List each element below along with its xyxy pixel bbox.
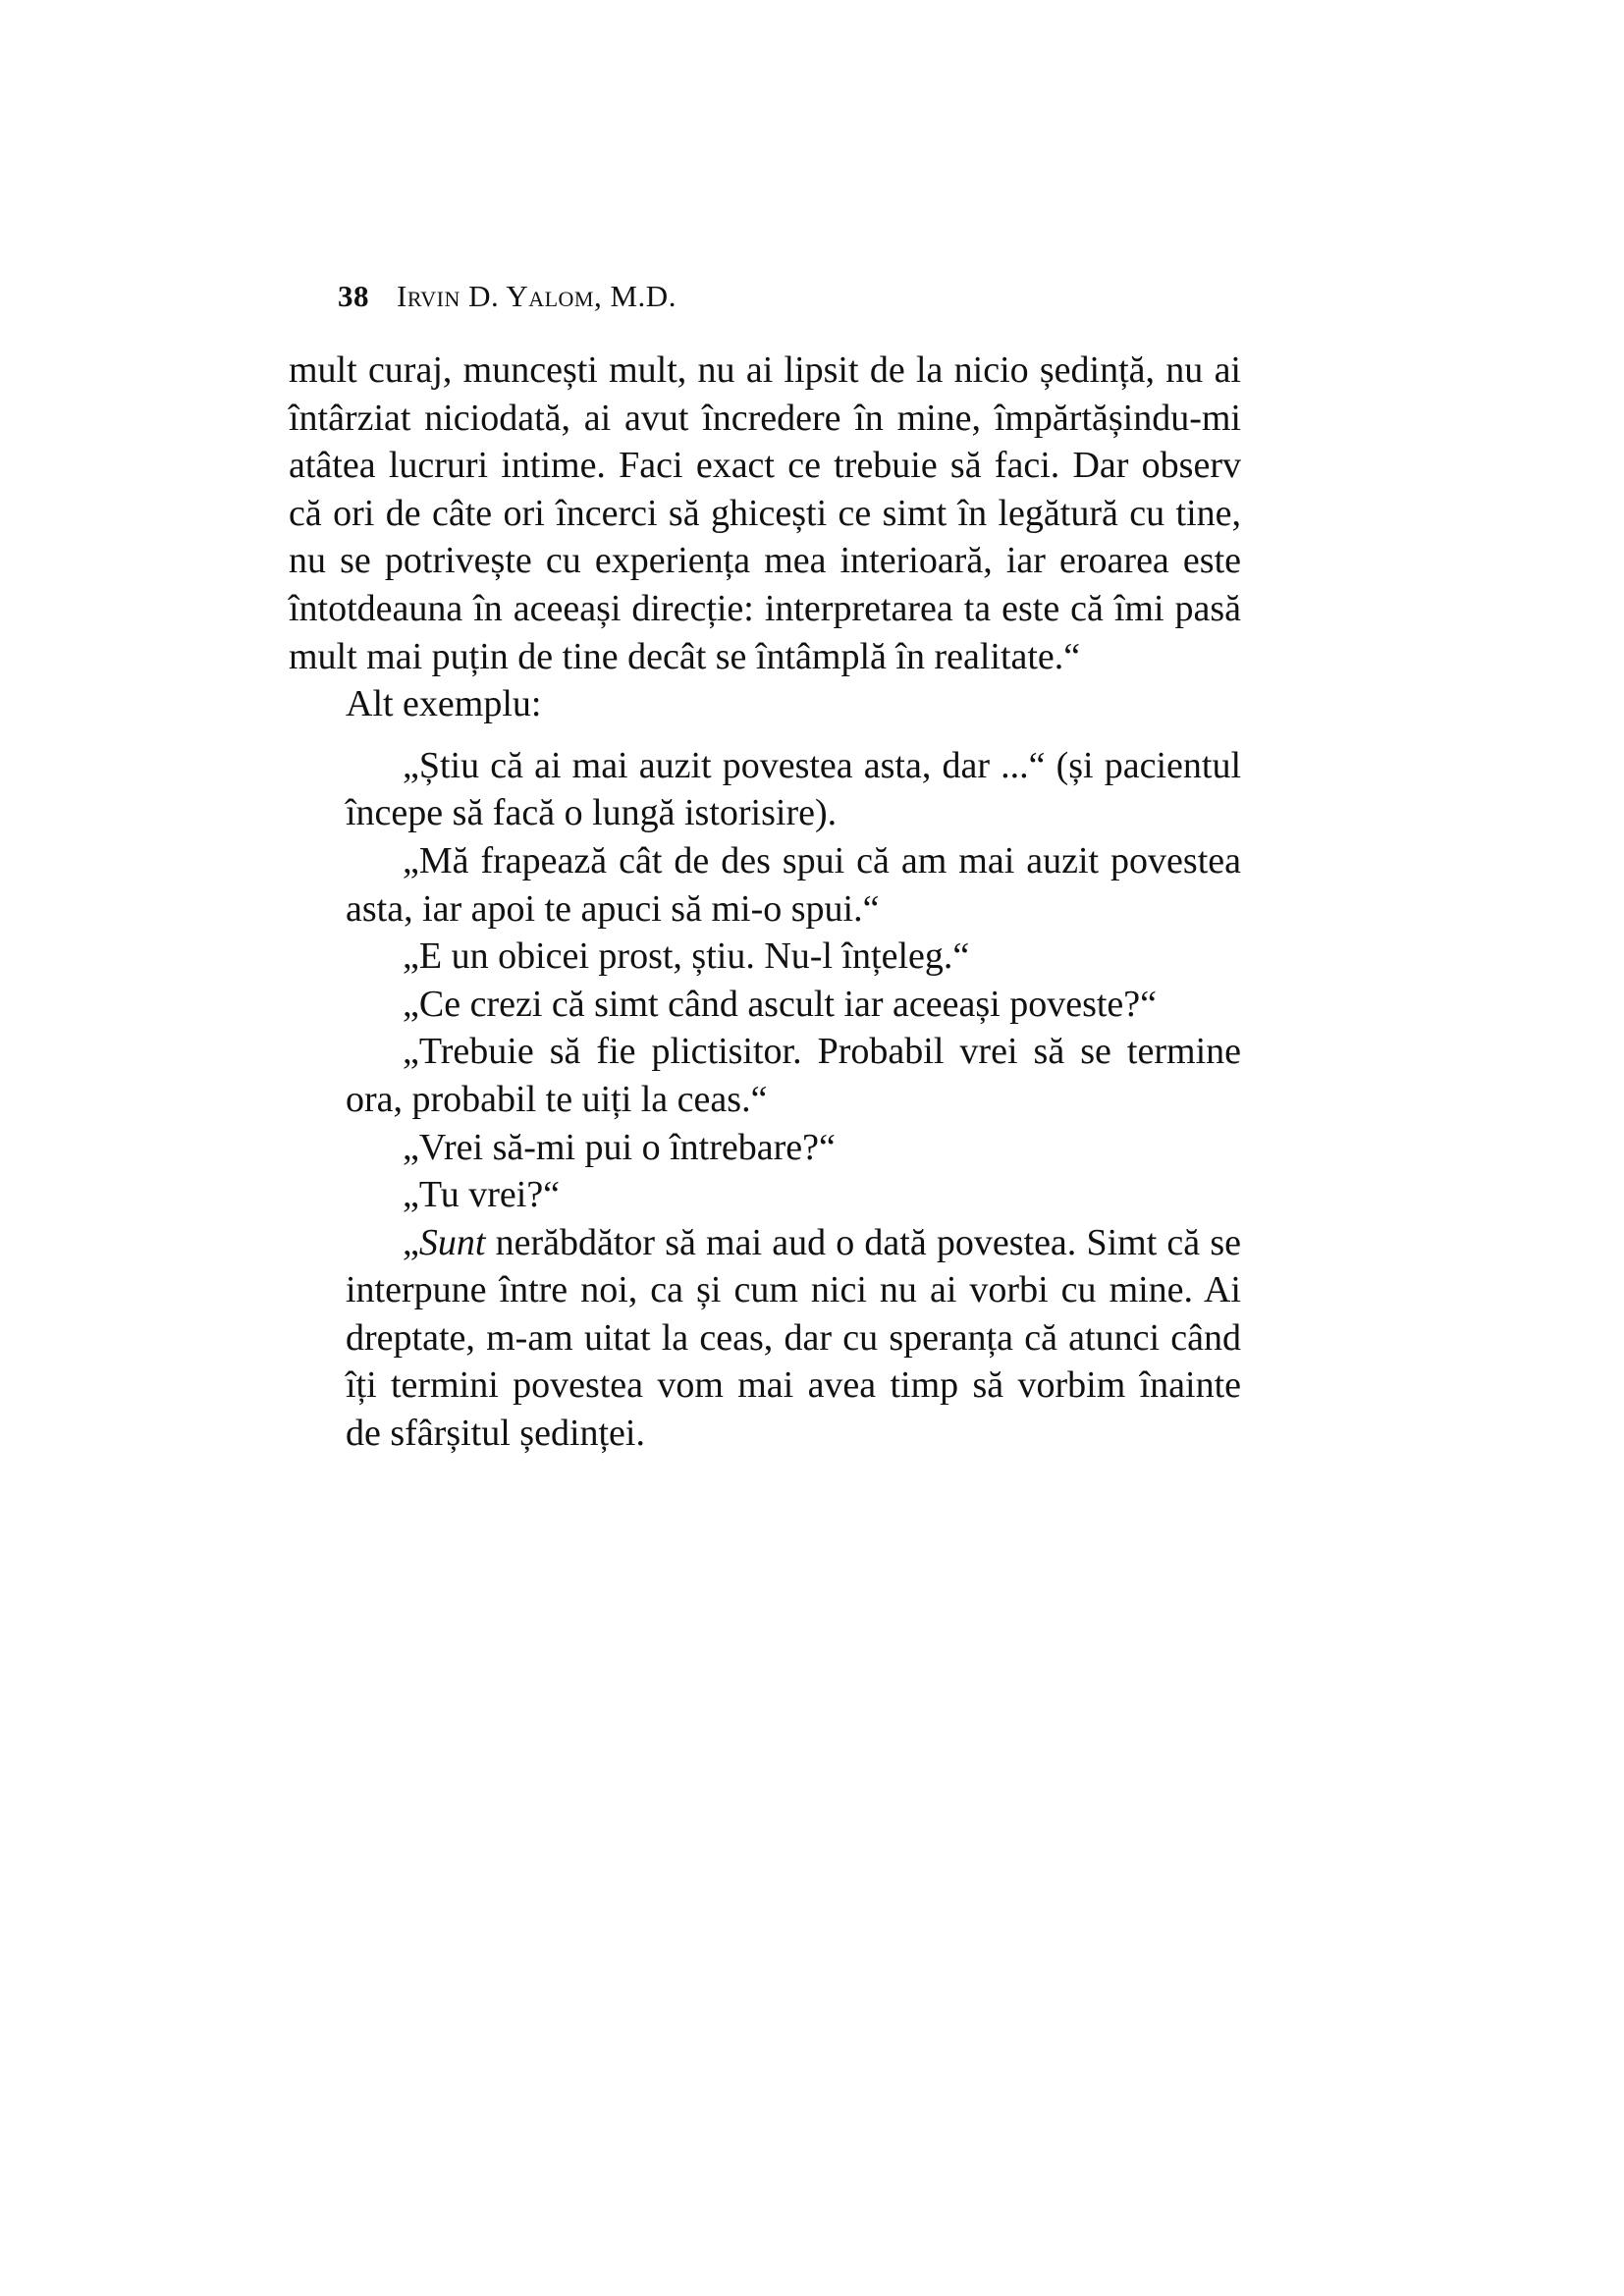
dialogue-line: „Ce crezi că simt când ascult iar aceeași poveste?“ [403, 983, 1158, 1025]
dialogue-line: „E un obicei prost, știu. Nu-l înțeleg.“ [403, 935, 970, 978]
lead-in-paragraph: Alt exemplu: [346, 683, 542, 725]
dialogue-line: „Știu că ai mai auzit povestea asta, dar ...“ (și pacientul începe să facă o lungă istorisire). [346, 744, 1241, 834]
continuation-paragraph: mult curaj, muncești mult, nu ai lipsit de la nicio ședință, nu ai întârziat niciodată, ai avut încredere în mine, împărtășindu-mi atâtea lucruri intime. Faci exact ce trebuie să faci. Dar observ că ori de câte ori încerci să ghicești ce simt în legătură cu tine, nu se potrivește cu experiența mea interioară, iar eroarea este întotdeauna în aceeași direcție: interpretarea ta este că îmi pasă mult mai puțin de tine decât se întâmplă în realitate.“ [289, 349, 1241, 677]
dialogue-line: „Tu vrei?“ [403, 1174, 561, 1216]
emphasized-word: Sunt [418, 1221, 486, 1263]
body-text [289, 347, 1241, 1458]
dialogue-line: „Trebuie să fie plictisitor. Probabil vrei să se termine ora, probabil te uiți la ceas.“ [346, 1031, 1241, 1120]
page-number: 38 [338, 279, 369, 313]
dialogue-block [346, 742, 1241, 1458]
author-name: Irvin D. Yalom, M.D. [397, 279, 677, 313]
final-line-text: nerăbdător să mai aud o dată povestea. Simt că se interpune între noi, ca și cum nici nu ai vorbi cu mine. Ai dreptate, m-am uitat la ceas, dar cu speranța că atunci când îți termini povestea vom mai avea timp să vorbim înainte de sfârșitul ședinței. [346, 1221, 1241, 1455]
dialogue-line: „Mă frapează cât de des spui că am mai auzit povestea asta, iar apoi te apuci să mi-o spui.“ [346, 839, 1241, 930]
final-open-quote: „ [403, 1221, 419, 1263]
dialogue-line-final [346, 1219, 1241, 1458]
running-head [338, 277, 677, 316]
dialogue-line: „Vrei să-mi pui o întrebare?“ [403, 1126, 836, 1168]
